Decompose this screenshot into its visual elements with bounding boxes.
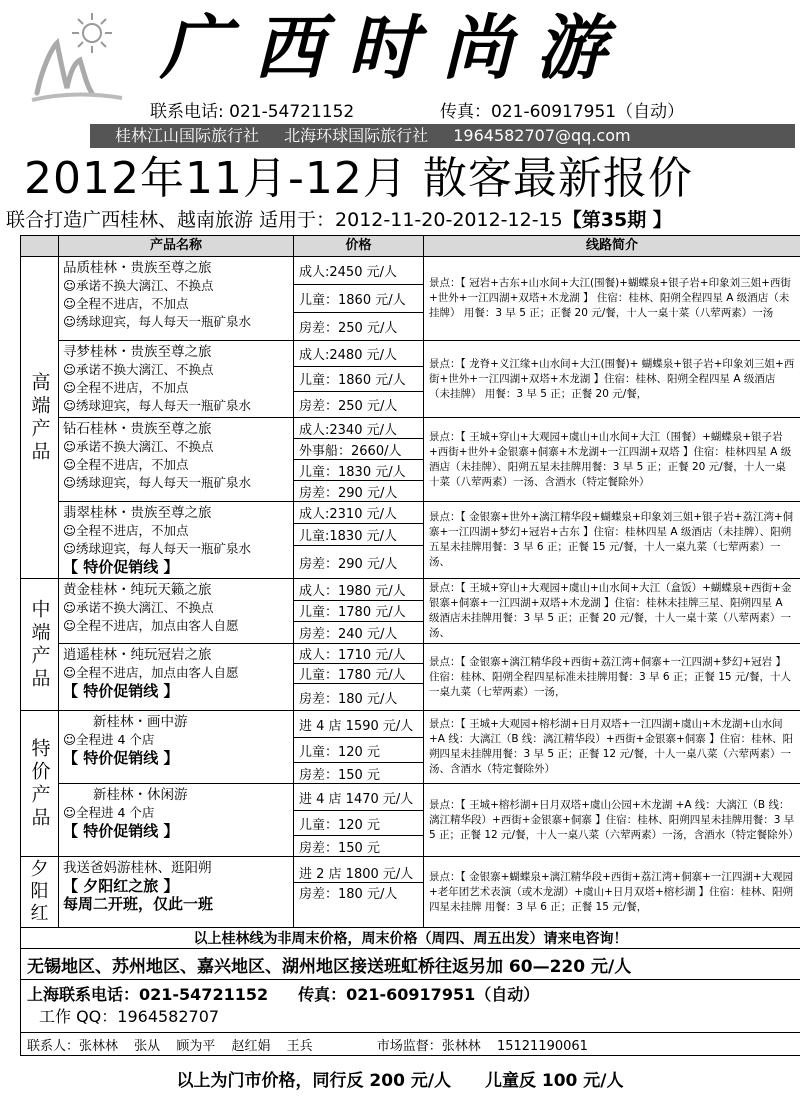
- route-intro: 景点：【 金银寨+漓江精华段+西街+荔江湾+侗寨+一江四湖+梦幻+冠岩 】住宿：桂林、阳朔全程四星标准未挂牌用餐：3 早 6 正；正餐 15 元/餐，十人一桌九菜（七荤两素）一汤，: [424, 644, 800, 711]
- contact-persons: [21, 1033, 800, 1056]
- price-cell: 儿童：120 元: [294, 738, 424, 763]
- product-feature: ☺全程不进店，加点由客人自愿: [63, 618, 239, 633]
- route-intro: 景点：【 王城+穿山+大观园+虞山+山水间+大江（围餐）+蝴蝶泉+银子岩+西街+世外+金银寨+侗寨+木龙湖+一江四湖+双塔 】住宿：桂林四星 A 级酒店（未挂牌）、阳朔五星未挂牌用餐：3 早 5 正；正餐 20 元/餐，十人一桌十菜（八荤两素）一汤、含酒水（特定餐除外）: [424, 418, 800, 502]
- trade-rebate: 以上为门市价格，同行反 200 元/人: [176, 1071, 452, 1091]
- price-table: [20, 235, 800, 1056]
- product-title: 黄金桂林・纯玩天籁之旅: [63, 582, 212, 598]
- product-title: 新桂林・画中游: [93, 714, 188, 730]
- shanghai-contact: [21, 980, 800, 1033]
- price-cell: 成人:2480 元/人: [294, 341, 424, 367]
- child-rebate: 儿童反 100 元/人: [484, 1071, 624, 1091]
- table-row: [21, 711, 800, 738]
- agency-name: 北海环球国际旅行社: [284, 126, 429, 145]
- sh-qq: 工作 QQ：1964582707: [39, 1007, 220, 1026]
- product-feature: ☺绣球迎宾，每人每天一瓶矿泉水: [63, 314, 252, 329]
- product-feature: ☺承诺不换大漓江、不换点: [63, 600, 214, 615]
- table-row: [21, 644, 800, 664]
- price-cell: 房差：150 元: [294, 763, 424, 784]
- product-name-cell: [59, 579, 294, 644]
- price-cell: 成人:2310 元/人: [294, 502, 424, 524]
- category-label: 中端产品: [21, 579, 59, 711]
- product-name-cell: [59, 857, 294, 928]
- price-cell: 房差：250 元/人: [294, 392, 424, 418]
- price-cell: 儿童：1860 元/人: [294, 285, 424, 313]
- promo-tag: 【 特价促销线 】: [63, 558, 179, 576]
- route-intro: 景点：【 龙脊+义江缘+山水间+大江(围餐)+ 蝴蝶泉+银子岩+印象刘三姐+西街+世外+一江四湖+双塔+木龙湖 】住宿：桂林、阳朔全程四星 A 级酒店（未挂牌） 用餐：3 早 5 正；正餐 20 元/餐，: [424, 341, 800, 418]
- sh-fax: 传真：021-60917951（自动）: [298, 985, 540, 1004]
- contact-person: 赵红娟: [231, 1038, 271, 1054]
- price-cell: 儿童：1780 元/人: [294, 664, 424, 684]
- product-title: 翡翠桂林・贵族至尊之旅: [63, 505, 212, 521]
- table-row: [21, 502, 800, 524]
- product-name-cell: [59, 784, 294, 857]
- brand-title: 广西时尚游: [160, 6, 630, 89]
- product-feature: ☺全程不进店，加点由客人自愿: [63, 665, 239, 680]
- agency-bar: [90, 124, 795, 148]
- column-header: 产品名称: [59, 236, 294, 257]
- price-cell: 儿童：1780 元/人: [294, 600, 424, 622]
- product-name-cell: [59, 341, 294, 418]
- product-feature: ☺全程不进店，不加点: [63, 457, 189, 472]
- product-name-cell: [59, 711, 294, 784]
- supervisor-phone: 15121190061: [496, 1038, 588, 1054]
- promo-tag: 【 特价促销线 】: [63, 749, 179, 767]
- contact-person: 联系人：张林林: [27, 1038, 119, 1054]
- route-intro: 景点：【 王城+穿山+大观园+虞山+山水间+大江（盒饭）+蝴蝶泉+西街+金银寨+侗寨+一江四湖+双塔+木龙湖 】住宿：桂林未挂牌三星、阳朔四星 A 级酒店未挂牌用餐：3 早 5 正；正餐 20 元/餐，十人一桌十菜（八荤两素）一汤、: [424, 579, 800, 644]
- product-feature: ☺绣球迎宾，每人每天一瓶矿泉水: [63, 541, 252, 556]
- table-row: [21, 784, 800, 811]
- product-feature: ☺承诺不换大漓江、不换点: [63, 439, 214, 454]
- promo-tag: 【 夕阳红之旅 】: [63, 877, 179, 895]
- product-feature: ☺承诺不换大漓江、不换点: [63, 278, 214, 293]
- category-label: 高端产品: [21, 257, 59, 579]
- table-row: [21, 579, 800, 601]
- issue-number: 【第35期 】: [562, 209, 672, 231]
- product-name-cell: [59, 257, 294, 341]
- table-row: [21, 857, 800, 883]
- product-title: 我送爸妈游桂林、逛阳朔: [63, 860, 212, 876]
- pickup-surcharge: 无锡地区、苏州地区、嘉兴地区、湖州地区接送班虹桥往返另加 60—220 元/人: [21, 949, 800, 980]
- table-row: [21, 257, 800, 285]
- table-header-row: [21, 236, 800, 257]
- promo-tag: 【 特价促销线 】: [63, 682, 179, 700]
- weekend-note: 以上桂林线为非周末价格，周末价格（周四、周五出发）请来电咨询！: [21, 928, 800, 949]
- product-name-cell: [59, 644, 294, 711]
- fax-text: 传真：021-60917951（自动）: [440, 102, 685, 122]
- email-text: 1964582707@qq.com: [453, 126, 631, 145]
- contact-person: 王兵: [286, 1038, 313, 1054]
- table-row: [21, 341, 800, 367]
- price-cell: 房差：180 元/人: [294, 882, 424, 927]
- category-label: 特价产品: [21, 711, 59, 857]
- product-name-cell: [59, 502, 294, 579]
- price-cell: 成人:2450 元/人: [294, 257, 424, 285]
- product-title: 逍遥桂林・纯玩冠岩之旅: [63, 647, 212, 663]
- product-title: 钻石桂林・贵族至尊之旅: [63, 421, 212, 437]
- price-cell: 儿童：1830 元/人: [294, 460, 424, 481]
- contact-line: [150, 97, 685, 122]
- column-header: 价格: [294, 236, 424, 257]
- sh-phone: 上海联系电话：021-54721152: [27, 985, 269, 1004]
- product-name-cell: [59, 418, 294, 502]
- footer-note: [0, 1066, 800, 1091]
- product-title: 新桂林・休闲游: [93, 787, 188, 803]
- route-intro: 景点：【 金银寨+蝴蝶泉+漓江精华段+西街+荔江湾+侗寨+一江四湖+大观园+老年团艺术表演（或木龙湖）+虞山+日月双塔+榕杉湖 】住宿：桂林、阳朔四星未挂牌 用餐：3 早 6 正；正餐 15 元/餐，: [424, 857, 800, 928]
- page-headline: 2012年11月-12月 散客最新报价: [24, 153, 693, 204]
- price-cell: 成人：1980 元/人: [294, 579, 424, 601]
- product-feature: ☺全程不进店，不加点: [63, 296, 189, 311]
- price-cell: 房差：290 元/人: [294, 546, 424, 579]
- column-header: 线路简介: [424, 236, 800, 257]
- sun-mountain-logo-icon: [22, 8, 132, 113]
- schedule-note: 每周二开班，仅此一班: [63, 895, 214, 913]
- contact-person: 张从: [134, 1038, 161, 1054]
- validity-text: 联合打造广西桂林、越南旅游 适用于：2012-11-20-2012-12-15: [6, 209, 563, 231]
- product-feature: ☺全程不进店，不加点: [63, 380, 189, 395]
- phone-text: 联系电话: 021-54721152: [150, 102, 355, 122]
- price-cell: 房差：180 元/人: [294, 684, 424, 711]
- price-cell: 儿童:1830 元/人: [294, 524, 424, 546]
- price-cell: 房差：290 元/人: [294, 481, 424, 502]
- product-feature: ☺绣球迎宾，每人每天一瓶矿泉水: [63, 398, 252, 413]
- product-feature: ☺承诺不换大漓江、不换点: [63, 362, 214, 377]
- price-cell: 成人：1710 元/人: [294, 644, 424, 664]
- route-intro: 景点：【 王城+榕杉湖+日月双塔+虞山公园+木龙湖 +A 线：大漓江（B 线：漓江精华段）+西街+金银寨+侗寨 】住宿：桂林、阳朔四星未挂牌用餐：3 早 5 正；正餐 12 元/餐，十人一桌八菜（六荤两素）一汤，含酒水（特定餐除外）: [424, 784, 800, 857]
- category-label: 夕阳红: [21, 857, 59, 928]
- product-title: 寻梦桂林・贵族至尊之旅: [63, 344, 212, 360]
- product-title: 品质桂林・贵族至尊之旅: [63, 260, 212, 276]
- price-cell: 儿童：1860 元/人: [294, 366, 424, 392]
- table-row: [21, 418, 800, 439]
- price-cell: 外事船：2660/人: [294, 439, 424, 460]
- header: [0, 0, 800, 150]
- product-feature: ☺全程不进店，不加点: [63, 523, 189, 538]
- route-intro: 景点：【 金银寨+世外+漓江精华段+蝴蝶泉+印象刘三姐+银子岩+荔江湾+侗寨+一江四湖+梦幻+冠岩+古东 】住宿：桂林四星 A 级酒店（未挂牌）、阳朔五星未挂牌用餐：3 早 6 正；正餐 15 元/餐，十人一桌九菜（七荤两素）一汤、: [424, 502, 800, 579]
- route-intro: 景点：【 王城+大观园+榕杉湖+日月双塔+一江四湖+虞山+木龙湖+山水间 +A 线：大漓江（B 线：漓江精华段）+西街+金银寨+侗寨 】住宿：桂林、阳朔四星未挂牌用餐：3 早 5 正；正餐 12 元/餐，十人一桌八菜（六荤两素）一汤、含酒水（特定餐除外）: [424, 711, 800, 784]
- product-feature: ☺全程进 4 个店: [63, 805, 155, 820]
- price-cell: 进 4 店 1590 元/人: [294, 711, 424, 738]
- agency-name: 桂林江山国际旅行社: [115, 126, 260, 145]
- price-cell: 房差：250 元/人: [294, 313, 424, 341]
- contact-person: 顾为平: [176, 1038, 216, 1054]
- price-cell: 进 4 店 1470 元/人: [294, 784, 424, 811]
- supervisor: 市场监督：张林林: [376, 1038, 481, 1054]
- sub-headline: [6, 208, 672, 232]
- price-cell: 成人:2340 元/人: [294, 418, 424, 439]
- product-feature: ☺全程进 4 个店: [63, 732, 155, 747]
- price-cell: 房差：150 元: [294, 836, 424, 857]
- price-cell: 进 2 店 1800 元/人: [294, 857, 424, 883]
- price-cell: 儿童：120 元: [294, 811, 424, 836]
- price-cell: 房差：240 元/人: [294, 622, 424, 644]
- promo-tag: 【 特价促销线 】: [63, 822, 179, 840]
- product-feature: ☺绣球迎宾，每人每天一瓶矿泉水: [63, 475, 252, 490]
- route-intro: 景点：【 冠岩+古东+山水间+大江(围餐)+蝴蝶泉+银子岩+印象刘三姐+西街+世外+一江四湖+双塔+木龙湖 】 住宿：桂林、阳朔全程四星 A 级酒店（未挂牌） 用餐：3 早 5 正；正餐 20 元/餐，十人一桌十菜（八荤两素）一汤: [424, 257, 800, 341]
